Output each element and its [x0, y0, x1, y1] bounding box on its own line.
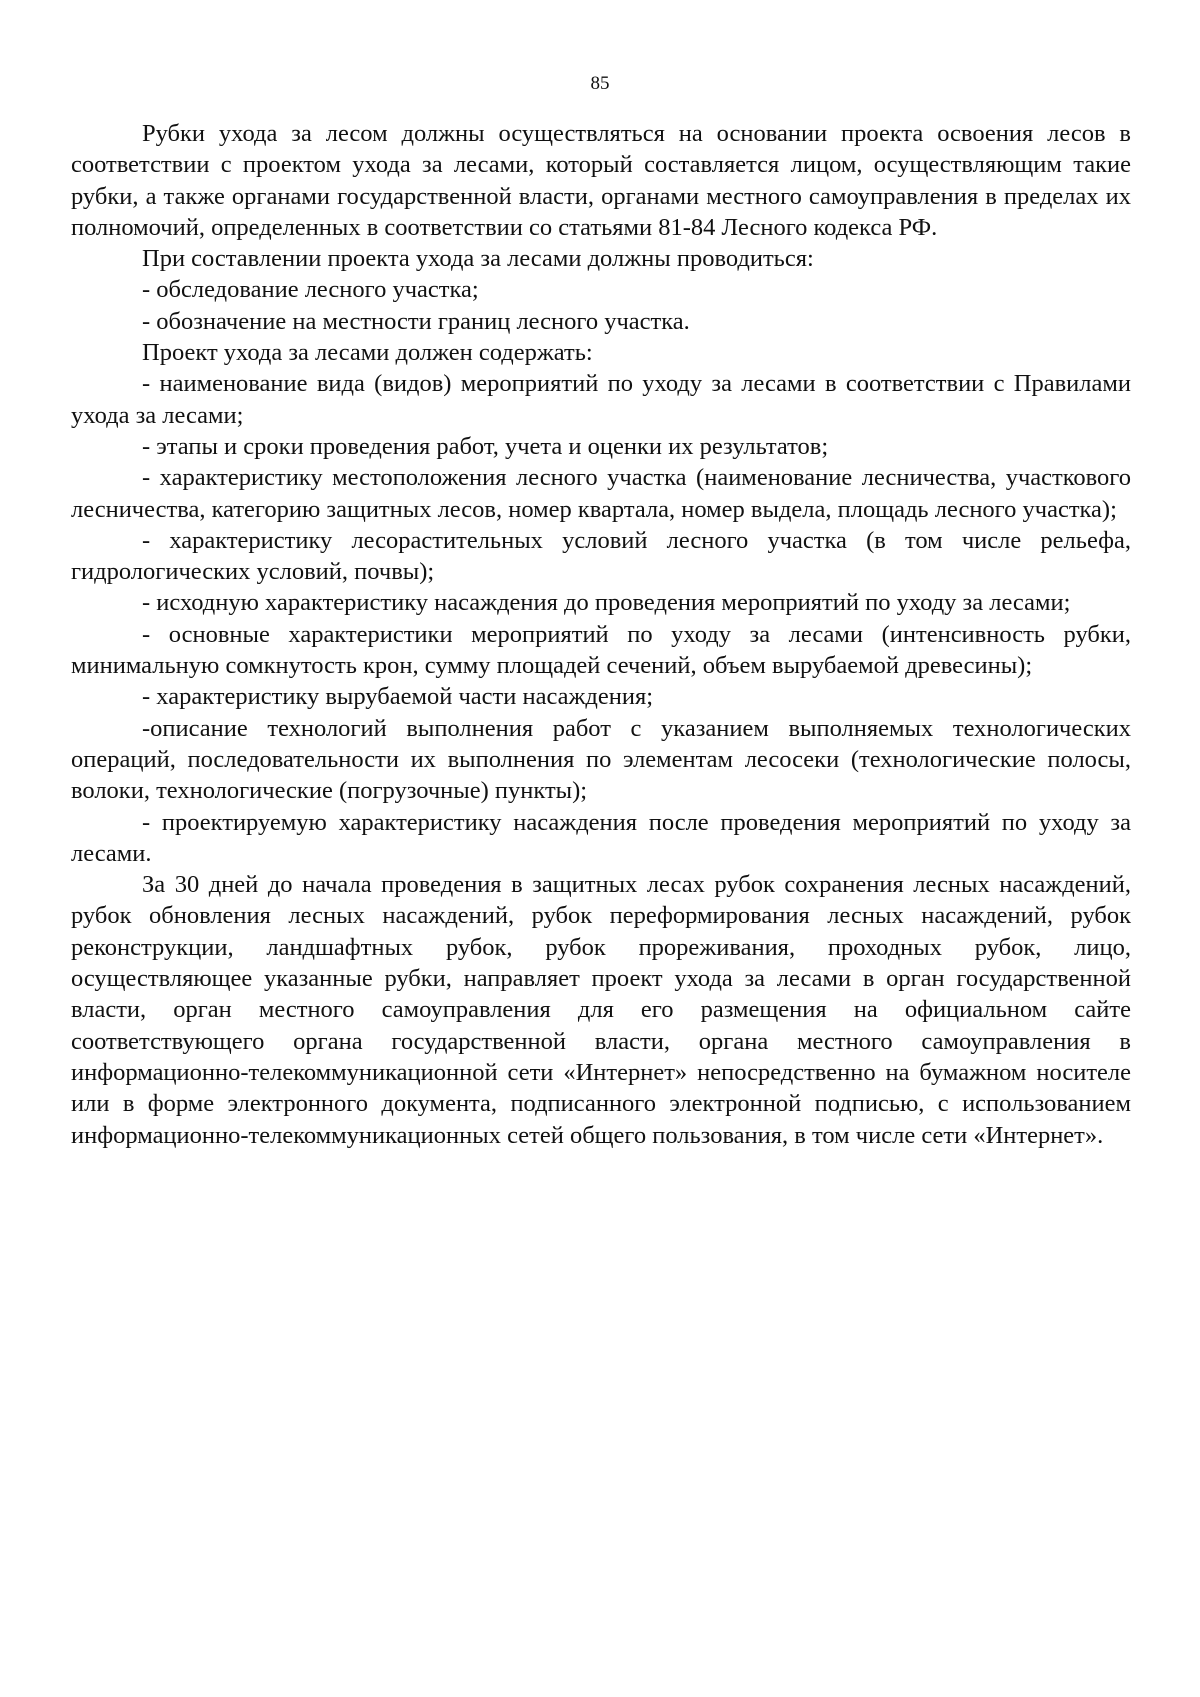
list-item-main-characteristics: - основные характеристики мероприятий по уходу за лесами (интенсивность рубки, минимальную сомкнутость крон, сумму площадей сечений, объем вырубаемой древесины);: [71, 620, 1131, 680]
list-item-initial-stand: - исходную характеристику насаждения до проведения мероприятий по уходу за лесами;: [142, 589, 1071, 617]
list-item-location: - характеристику местоположения лесного участка (наименование лесничества, участкового лесничества, категорию защитных лесов, номер квартала, номер выдела, площадь лесного участка);: [71, 464, 1131, 523]
page-number: 85: [590, 73, 610, 94]
list-item-harvested-part: - характеристику вырубаемой части насаждения;: [142, 683, 654, 711]
list-item-projected-stand: - проектируемую характеристику насаждения после проведения мероприятий по уходу за лесами.: [71, 808, 1131, 867]
paragraph-intro: Рубки ухода за лесом должны осуществляться на основании проекта освоения лесов в соответствии с проектом ухода за лесами, который составляется лицом, осуществляющим такие рубки, а также органами государственной власти, органами местного самоуправления в пределах их полномочий, определенных в соответствии со статьями 81-84 Лесного кодекса РФ.: [71, 120, 1131, 241]
list-item-boundaries: - обозначение на местности границ лесного участка.: [142, 307, 690, 335]
list-item-survey: - обследование лесного участка;: [142, 276, 479, 304]
list-item-growing-conditions: - характеристику лесорастительных условий лесного участка (в том числе рельефа, гидрологических условий, почвы);: [71, 526, 1131, 586]
list-item-activity-types: - наименование вида (видов) мероприятий по уходу за лесами в соответствии с Правилами ухода за лесами;: [71, 370, 1131, 429]
list-item-stages: - этапы и сроки проведения работ, учета и оценки их результатов;: [142, 432, 829, 460]
list-item-technology: -описание технологий выполнения работ с указанием выполняемых технологических операций, последовательности их выполнения по элементам лесосеки (технологические полосы, волоки, технологические (погрузочные) пункты);: [71, 714, 1131, 805]
paragraph-preparation-heading: При составлении проекта ухода за лесами должны проводиться:: [142, 245, 814, 273]
document-body: [71, 118, 1131, 1151]
paragraph-contents-heading: Проект ухода за лесами должен содержать:: [142, 339, 593, 367]
paragraph-submission: За 30 дней до начала проведения в защитных лесах рубок сохранения лесных насаждений, рубок обновления лесных насаждений, рубок переформирования лесных насаждений, рубок реконструкции, ландшафтных рубок, рубок прореживания, проходных рубок, лицо, осуществляющее указанные рубки, направляет проект ухода за лесами в орган государственной власти, орган местного самоуправления для его размещения на официальном сайте соответствующего органа государственной власти, органа местного самоуправления в информационно-телекоммуникационной сети «Интернет» непосредственно на бумажном носителе или в форме электронного документа, подписанного электронной подписью, с использованием информационно-телекоммуникационных сетей общего пользования, в том числе сети «Интернет».: [71, 871, 1131, 1149]
